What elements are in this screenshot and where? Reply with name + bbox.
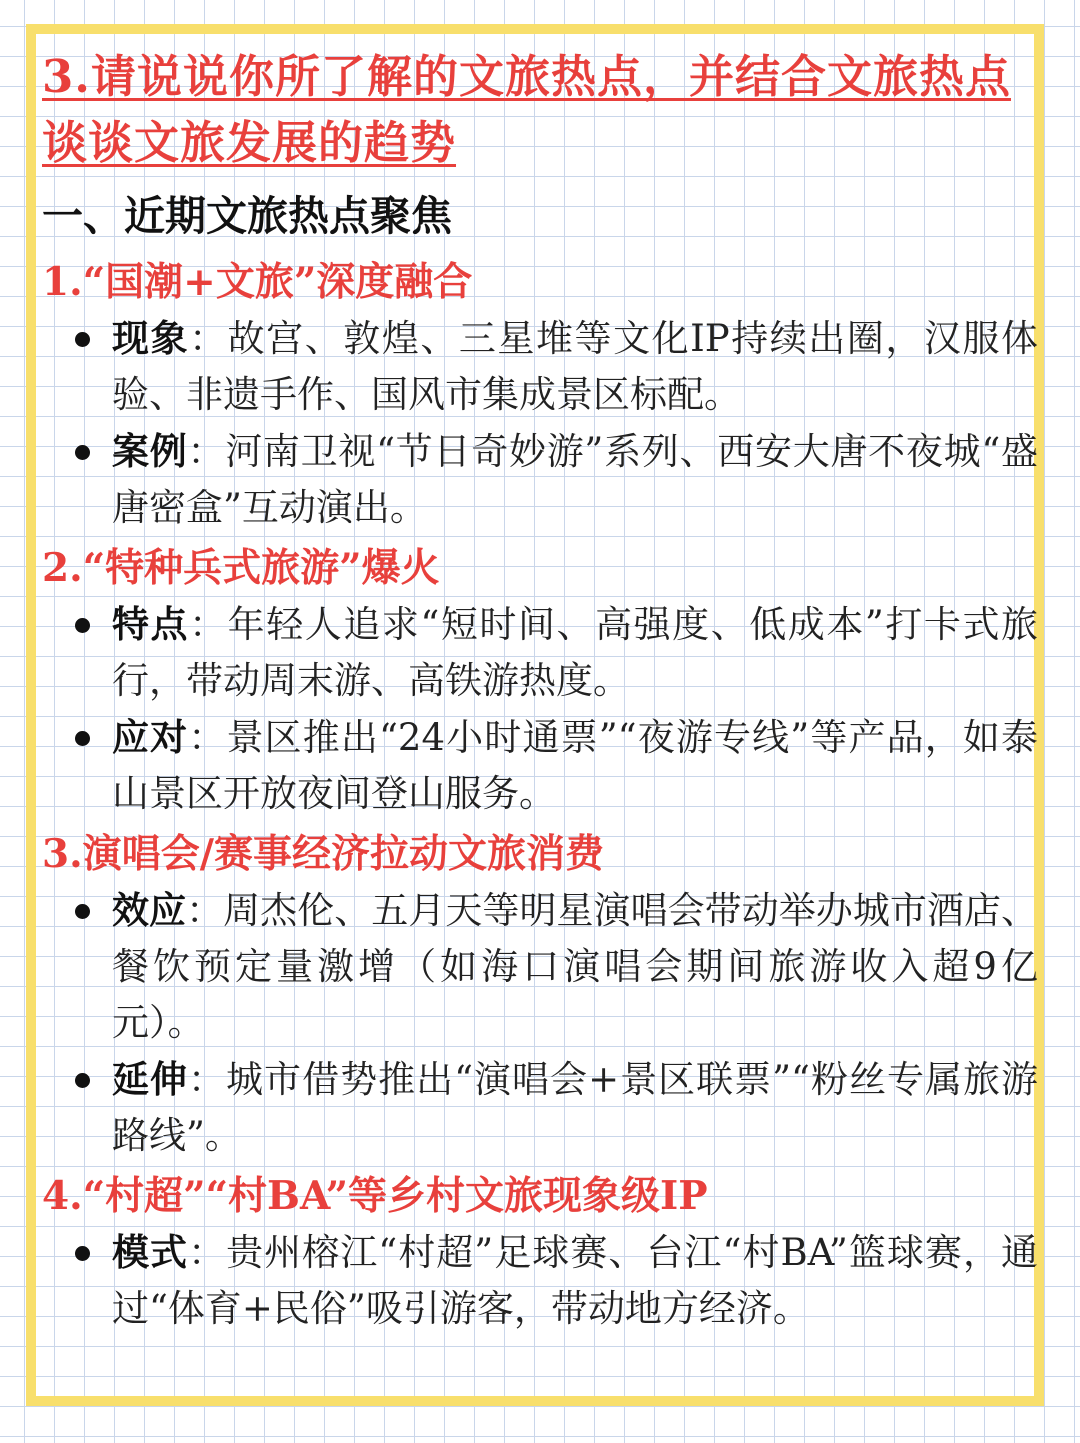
bullet-separator: ： [186, 889, 224, 932]
bullet-separator: ： [188, 1231, 227, 1274]
list-item [42, 596, 1038, 709]
topic-block [42, 826, 1042, 1164]
bullet-text: 年轻人追求“短时间、高强度、低成本”打卡式旅行，带动周末游、高铁游热度。 [112, 603, 1039, 702]
bullet-text: 故宫、敦煌、三星堆等文化IP持续出圈，汉服体验、非遗手作、国风市集成景区标配。 [112, 317, 1039, 416]
topic-block [42, 254, 1042, 536]
topic-heading: 2.“特种兵式旅游”爆火 [42, 545, 440, 591]
bullet-separator: ： [189, 317, 228, 360]
bullet-separator: ： [188, 1058, 227, 1101]
bullet-dot-icon [75, 1073, 90, 1088]
page-title: 3.请说说你所了解的文旅热点，并结合文旅热点谈谈文旅发展的趋势 [42, 50, 1011, 169]
bullet-list [42, 596, 1042, 822]
topic-block [42, 540, 1042, 822]
bullet-text: 贵州榕江“村超”足球赛、台江“村BA”篮球赛，通过“体育+民俗”吸引游客，带动地方经济。 [112, 1231, 1039, 1330]
bullet-label: 应对 [112, 715, 189, 759]
bullet-dot-icon [75, 1246, 90, 1261]
bullet-label: 效应 [112, 888, 187, 932]
bullet-separator: ： [188, 716, 227, 759]
list-item [42, 1051, 1038, 1164]
list-item [42, 709, 1038, 822]
bullet-dot-icon [75, 904, 90, 919]
bullet-label: 现象 [112, 316, 190, 360]
document-content [42, 44, 1042, 1337]
list-item [42, 882, 1038, 1051]
bullet-text: 城市借势推出“演唱会+景区联票”“粉丝专属旅游路线”。 [112, 1058, 1039, 1157]
list-item [42, 1224, 1038, 1337]
bullet-list [42, 310, 1042, 536]
bullet-dot-icon [75, 332, 90, 347]
bullet-list [42, 882, 1042, 1164]
bullet-dot-icon [75, 445, 90, 460]
list-item [42, 423, 1038, 536]
bullet-dot-icon [75, 618, 90, 633]
topic-block [42, 1168, 1042, 1337]
bullet-list [42, 1224, 1042, 1337]
bullet-label: 特点 [112, 602, 190, 646]
bullet-dot-icon [75, 731, 90, 746]
section-heading: 一、近期文旅热点聚焦 [42, 192, 452, 240]
bullet-text: 景区推出“24小时通票”“夜游专线”等产品，如泰山景区开放夜间登山服务。 [112, 716, 1039, 815]
bullet-text: 周杰伦、五月天等明星演唱会带动举办城市酒店、餐饮预定量激增（如海口演唱会期间旅游收入超9亿元）。 [112, 889, 1039, 1044]
bullet-label: 案例 [112, 429, 188, 473]
list-item [42, 310, 1038, 423]
bullet-label: 延伸 [112, 1057, 189, 1101]
topic-heading: 1.“国潮+文旅”深度融合 [42, 259, 473, 305]
bullet-label: 模式 [112, 1230, 189, 1274]
bullet-separator: ： [187, 430, 226, 473]
bullet-text: 河南卫视“节日奇妙游”系列、西安大唐不夜城“盛唐密盒”互动演出。 [112, 430, 1039, 529]
bullet-separator: ： [189, 603, 228, 646]
topic-heading: 4.“村超”“村BA”等乡村文旅现象级IP [42, 1173, 708, 1219]
topic-heading: 3.演唱会/赛事经济拉动文旅消费 [42, 831, 604, 877]
